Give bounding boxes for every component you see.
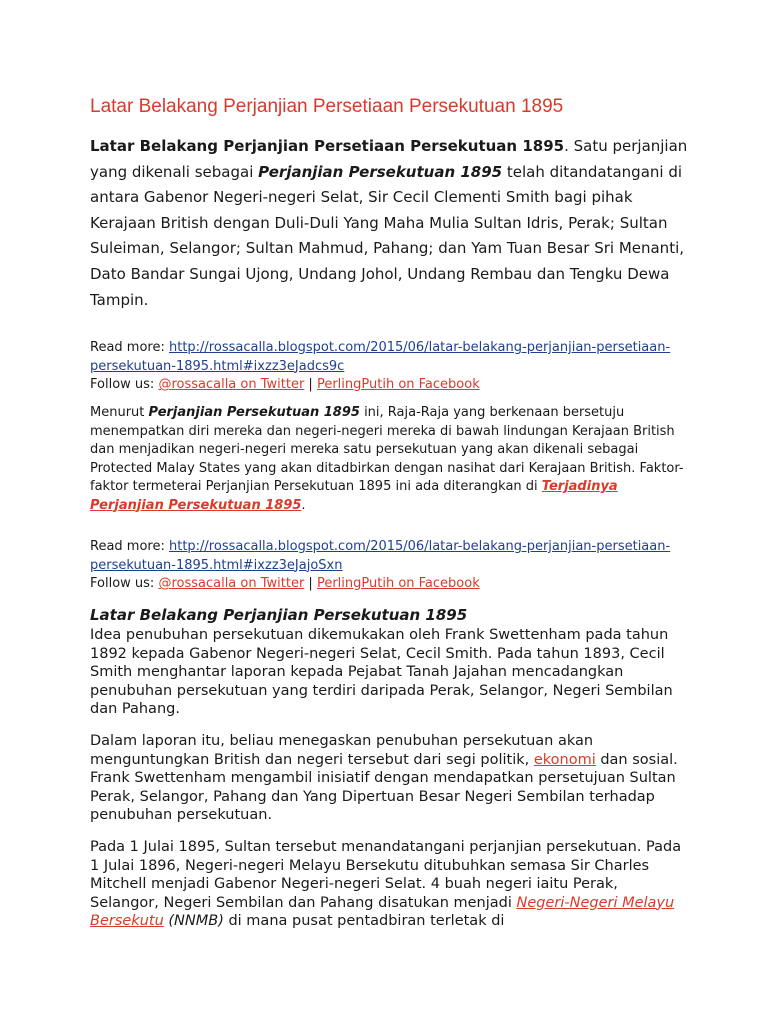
paragraph-2: [90, 404, 690, 515]
p5-abbr: (NNMB): [163, 913, 224, 929]
intro-text-1: . Satu perjanjian yang dikenali sebagai: [90, 137, 688, 181]
intro-treaty-name: Perjanjian Persekutuan 1895: [258, 162, 503, 181]
read-more-block-1: [90, 339, 690, 395]
section-heading: Latar Belakang Perjanjian Persekutuan 1895: [90, 606, 468, 624]
facebook-link[interactable]: PerlingPutih on Facebook: [316, 377, 480, 392]
twitter-link[interactable]: @rossacalla on Twitter: [158, 576, 305, 591]
read-more-link[interactable]: http://rossacalla.blogspot.com/2015/06/latar-belakang-perjanjian-persetiaan-persekutuan-1895.html#ixzz3eJadcs9c: [90, 340, 671, 374]
paragraph-4: [90, 732, 690, 825]
link-separator: |: [304, 377, 317, 392]
intro-paragraph: [90, 134, 690, 313]
follow-us-label: Follow us:: [90, 377, 159, 392]
paragraph-3: Idea penubuhan persekutuan dikemukakan oleh Frank Swettenham pada tahun 1892 kepada Gabenor Negeri-negeri Selat, Cecil Smith. Pada tahun 1893, Cecil Smith menghantar laporan kepada Pejabat Tanah Jajahan mencadangkan penubuhan persekutuan yang terdiri daripada Perak, Selangor, Negeri Sembilan dan Pahang.: [90, 627, 673, 717]
p4-text-1: Dalam laporan itu, beliau menegaskan penubuhan persekutuan akan menguntungkan British dan negeri tersebut dari segi politik,: [90, 733, 594, 768]
intro-lead: Latar Belakang Perjanjian Persetiaan Persekutuan 1895: [90, 137, 565, 155]
intro-text-2: telah ditandatangani di antara Gabenor Negeri-negeri Selat, Sir Cecil Clementi Smith bagi pihak Kerajaan British dengan Duli-Duli Yang Maha Mulia Sultan Idris, Perak; Sultan Suleiman, Selangor; Sultan Mahmud, Pahang; dan Yam Tuan Besar Sri Menanti, Dato Bandar Sungai Ujong, Undang Johol, Undang Rembau dan Tengku Dewa Tampin.: [90, 162, 685, 309]
twitter-link[interactable]: @rossacalla on Twitter: [158, 377, 305, 392]
nnmb-link[interactable]: Negeri-Negeri Melayu Bersekutu: [90, 894, 675, 929]
paragraph-5: [90, 838, 690, 931]
read-more-label: Read more:: [90, 340, 169, 355]
read-more-link[interactable]: http://rossacalla.blogspot.com/2015/06/latar-belakang-perjanjian-persetiaan-persekutuan-1895.html#ixzz3eJajoSxn: [90, 539, 671, 573]
p2-text-2: .: [301, 497, 306, 513]
p2-treaty-name: Perjanjian Persekutuan 1895: [148, 405, 360, 420]
terjadinya-link[interactable]: Terjadinya Perjanjian Persekutuan 1895: [90, 479, 618, 513]
link-separator: |: [304, 576, 317, 591]
facebook-link[interactable]: PerlingPutih on Facebook: [316, 576, 480, 591]
read-more-label: Read more:: [90, 539, 169, 554]
p2-text-1: ini, Raja-Raja yang berkenaan bersetuju menempatkan diri mereka dan negeri-negeri mereka di bawah lindungan Kerajaan British dan menjadikan negeri-negeri mereka satu persekutuan yang akan dikenali sebagai Protected Malay States yang akan ditadbirkan dengan nasihat dari Kerajaan British. Faktor-faktor termeterai Perjanjian Persekutuan 1895 ini ada diterangkan di: [90, 405, 684, 494]
p5-text-1: Pada 1 Julai 1895, Sultan tersebut menandatangani perjanjian persekutuan. Pada 1 Julai 1896, Negeri-negeri Melayu Bersekutu ditubuhkan semasa Sir Charles Mitchell menjadi Gabenor Negeri-negeri Selat. 4 buah negeri iaitu Perak, Selangor, Negeri Sembilan dan Pahang disatukan menjadi: [90, 839, 682, 911]
ekonomi-link[interactable]: ekonomi: [533, 751, 596, 768]
follow-us-label: Follow us:: [90, 576, 159, 591]
p5-text-2: di mana pusat pentadbiran terletak di: [223, 913, 505, 929]
p4-text-2: dan sosial. Frank Swettenham mengambil inisiatif dengan mendapatkan persetujuan Sultan Perak, Selangor, Pahang dan Yang Dipertuan Besar Negeri Sembilan terhadap penubuhan persekutuan.: [90, 751, 678, 823]
read-more-block-2: [90, 538, 690, 594]
p2-text-0: Menurut: [90, 405, 149, 420]
page-title: Latar Belakang Perjanjian Persetiaan Persekutuan 1895: [90, 96, 564, 117]
